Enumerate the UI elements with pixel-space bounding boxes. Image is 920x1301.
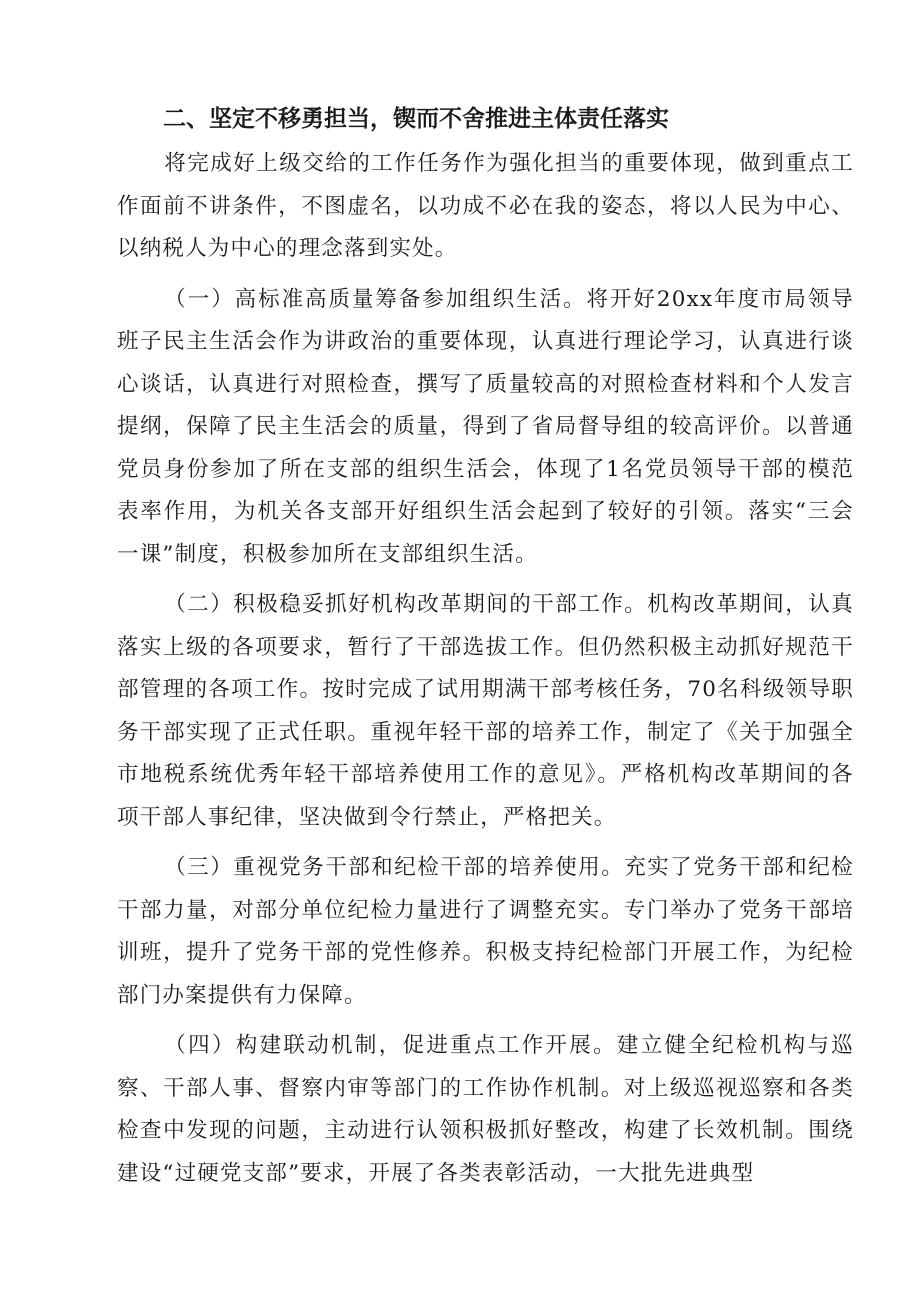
section-heading: 二、坚定不移勇担当，锲而不舍推进主体责任落实 (163, 106, 669, 132)
paragraph-party-discipline-cadres: （三）重视党务干部和纪检干部的培养使用。充实了党务干部和纪检干部力量，对部分单位纪检力量进行了调整充实。专门举办了党务干部培训班，提升了党务干部的党性修养。积极支持纪检部门开展工作，为纪检部门办案提供有力保障。 (117, 855, 854, 1008)
paragraph-gap (117, 839, 854, 847)
paragraph-gap (117, 576, 854, 584)
intro-paragraph: 将完成好上级交给的工作任务作为强化担当的重要体现，做到重点工作面前不讲条件，不图虚名，以功成不必在我的姿态，将以人民为中心、以纳税人为中心的理念落到实处。 (117, 151, 854, 261)
paragraph-gap (117, 271, 854, 279)
paragraph-organizational-life: （一）高标准高质量筹备参加组织生活。将开好20xx年度市局领导班子民主生活会作为讲政治的重要体现，认真进行理论学习，认真进行谈心谈话，认真进行对照检查，撰写了质量较高的对照检查材料和个人发言提纲，保障了民主生活会的质量，得到了省局督导组的较高评价。以普通党员身份参加了所在支部的组织生活会，体现了1名党员领导干部的模范表率作用，为机关各支部开好组织生活会起到了较好的引领。落实“三会一课”制度，积极参加所在支部组织生活。 (117, 286, 854, 567)
paragraph-cadre-work: （二）积极稳妥抓好机构改革期间的干部工作。机构改革期间，认真落实上级的各项要求，暂行了干部选拔工作。但仍然积极主动抓好规范干部管理的各项工作。按时完成了试用期满干部考核任务，70名科级领导职务干部实现了正式任职。重视年轻干部的培养工作，制定了《关于加强全市地税系统优秀年轻干部培养使用工作的意见》。严格机构改革期间的各项干部人事纪律，坚决做到令行禁止，严格把关。 (117, 592, 854, 830)
paragraph-gap (117, 1017, 854, 1025)
paragraph-linkage-mechanism: （四）构建联动机制，促进重点工作开展。建立健全纪检机构与巡察、干部人事、督察内审等部门的工作协作机制。对上级巡视巡察和各类检查中发现的问题，主动进行认领积极抓好整改，构建了长效机制。围绕建设“过硬党支部”要求，开展了各类表彰活动，一大批先进典型 (117, 1033, 854, 1186)
